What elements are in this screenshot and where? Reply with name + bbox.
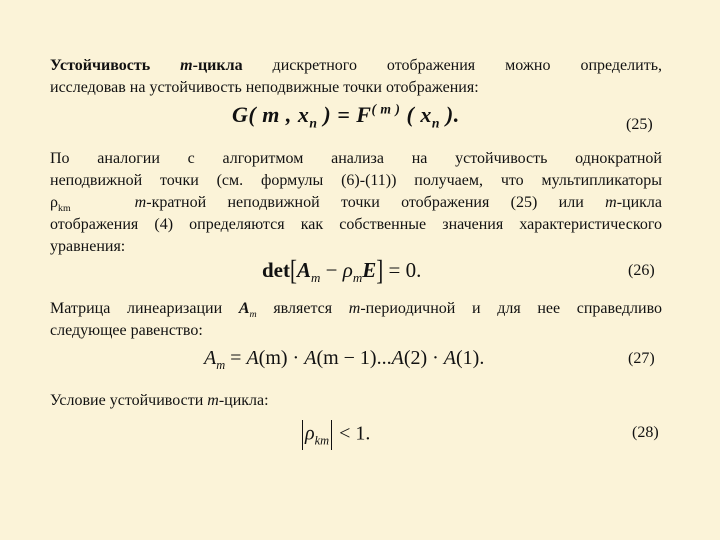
eq-subscript: m [216,358,226,372]
eq-symbol: ( [400,102,421,128]
eq-symbol: x [297,102,310,128]
eq-symbol: , [279,102,298,128]
bold-term: Устойчивость [50,57,181,74]
paragraph-2-line-2: неподвижной точки (см. формулы (6)-(11)) получаем, что мультипликаторы [50,172,662,189]
equation-25 [232,102,460,132]
rho-symbol: ρ [50,194,58,211]
rho-subscript: km [57,203,71,215]
eq-symbol: A [204,347,217,369]
eq-subscript: m [352,270,363,286]
eq-symbol: ) = [317,102,357,128]
paragraph-1-line-1 [50,55,662,76]
equation-number-26: (26) [628,262,655,279]
bold-term-cycle: -цикла [192,57,243,74]
eq-symbol: E [362,258,377,282]
eq-symbol: (m) · [258,347,305,369]
A-subscript: m [249,309,257,321]
paragraph-2-line-5: уравнения: [50,238,126,255]
equation-number-25: (25) [626,116,653,133]
eq-symbol: F [356,102,372,128]
eq-symbol: A [391,347,404,369]
eq-subscript: m [311,270,321,286]
paragraph-2-line-4: отображения (4) определяются как собственные значения характеристического [50,216,662,233]
m-symbol: m [134,194,147,211]
eq-symbol: A [246,347,259,369]
eq-symbol: ). [439,102,460,128]
text-fragment: Условие устойчивости [50,392,208,409]
text-fragment: Матрица линеаризации [50,300,239,317]
abs-bar-left [302,420,303,450]
eq-symbol: ρ [305,422,315,445]
paragraph-4 [50,390,662,411]
text-fragment: дискретного отображения можно определить, [242,57,662,74]
equation-number-28: (28) [632,424,659,441]
A-symbol: A [238,300,250,317]
abs-bar-right [331,420,332,450]
equation-28 [300,420,370,450]
eq-symbol: A [443,347,457,369]
eq-superscript: ( m ) [371,102,401,117]
eq-symbol: A [297,258,312,282]
eq-symbol: ρ [342,258,353,282]
eq-symbol: A [304,347,317,369]
m-symbol: m [207,392,219,409]
text-fragment: -кратной неподвижной точки отображения (25) или [146,194,606,211]
eq-subscript: n [309,115,318,131]
det-operator: det [262,258,290,282]
paragraph-3-line-2: следующее равенство: [50,322,203,339]
eq-symbol: ( [248,102,263,128]
text-fragment: является [256,300,349,317]
text-fragment: -цикла [616,194,662,211]
eq-symbol: (m − 1)... [316,347,392,369]
text-fragment: -цикла: [218,392,269,409]
equation-26 [262,253,422,287]
eq-symbol: − [320,258,343,282]
m-symbol: m [180,57,193,74]
eq-symbol: = 0. [383,258,422,282]
m-symbol: m [348,300,361,317]
right-bracket: ] [376,253,384,287]
left-bracket: [ [290,253,297,287]
eq-symbol: < 1. [334,422,371,445]
eq-symbol: (1). [456,347,485,369]
equation-number-27: (27) [628,350,655,367]
text-fragment: -периодичной и для нее справедливо [360,300,663,317]
eq-symbol: = [225,347,247,369]
eq-subscript: km [314,433,330,448]
eq-symbol: G [232,102,249,128]
eq-symbol: x [420,102,432,128]
eq-symbol: m [262,102,280,128]
equation-27 [204,347,484,373]
eq-symbol: (2) · [403,347,444,369]
paragraph-1-line-2: исследовав на устойчивость неподвижные точки отображения: [50,79,479,96]
eq-subscript: n [431,115,440,131]
paragraph-2-line-1: По аналогии с алгоритмом анализа на устойчивость однократной [50,150,662,167]
m-symbol: m [605,194,617,211]
